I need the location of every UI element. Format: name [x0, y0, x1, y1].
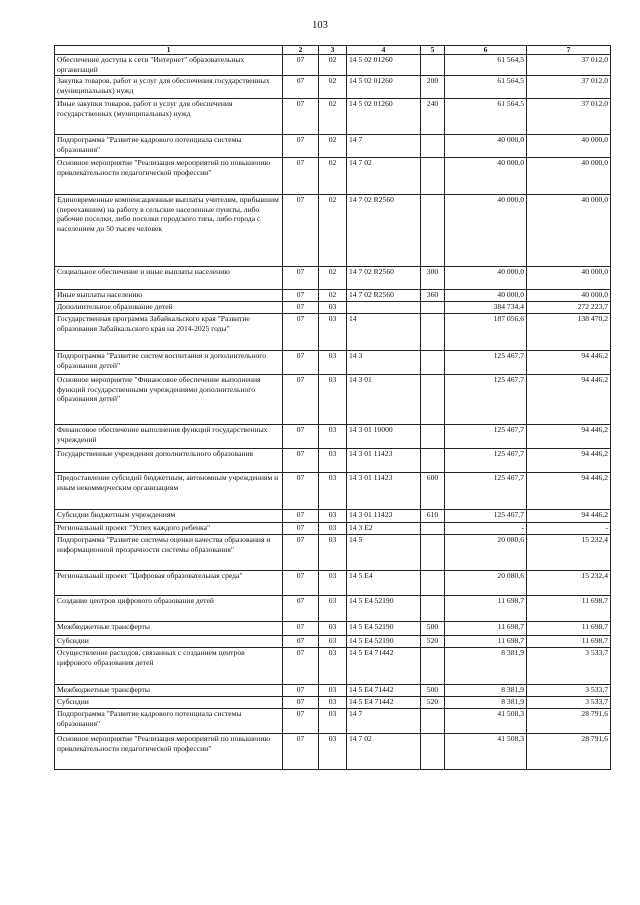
amount-year-1: 61 564,5	[445, 55, 527, 76]
subsection-code: 03	[319, 523, 347, 535]
row-name: Создание центров цифрового образования детей	[55, 596, 283, 622]
amount-year-1: 40 000,0	[445, 290, 527, 302]
amount-year-1: 125 467,7	[445, 425, 527, 449]
row-name: Единовременные компенсационные выплаты учителям, прибывшим (переехавшим) на работу в сельские населенные пункты, либо рабочие поселки, либо поселки городского типа, либо города с населением до 50 тысяч человек	[55, 195, 283, 267]
table-row	[55, 709, 611, 734]
table-header-row	[55, 46, 611, 55]
amount-year-1: 20 080,6	[445, 571, 527, 596]
table-row	[55, 571, 611, 596]
subsection-code: 02	[319, 99, 347, 135]
amount-year-2: 37 012,0	[527, 99, 611, 135]
section-code: 07	[283, 523, 319, 535]
amount-year-2: 138 470,2	[527, 314, 611, 351]
table-row	[55, 697, 611, 709]
expense-type-code: 500	[421, 622, 445, 636]
table-row	[55, 135, 611, 158]
expense-type-code	[421, 596, 445, 622]
target-article-code: 14 3 01 11423	[347, 510, 421, 523]
amount-year-2: 40 000,0	[527, 290, 611, 302]
table-row	[55, 267, 611, 290]
row-name: Дополнительное образование детей	[55, 302, 283, 314]
expense-type-code: 610	[421, 510, 445, 523]
expense-type-code	[421, 195, 445, 267]
amount-year-1: 8 381,9	[445, 697, 527, 709]
subsection-code: 03	[319, 425, 347, 449]
target-article-code: 14 5 02 01260	[347, 55, 421, 76]
subsection-code: 02	[319, 158, 347, 195]
row-name: Субсидии	[55, 697, 283, 709]
target-article-code: 14 3 E2	[347, 523, 421, 535]
amount-year-1: 11 698,7	[445, 636, 527, 648]
target-article-code: 14	[347, 314, 421, 351]
table-row	[55, 523, 611, 535]
amount-year-2: 94 446,2	[527, 510, 611, 523]
amount-year-1: 125 467,7	[445, 449, 527, 473]
subsection-code: 03	[319, 375, 347, 425]
amount-year-1: 61 564,5	[445, 76, 527, 99]
expense-type-code	[421, 648, 445, 685]
table-row	[55, 734, 611, 770]
expense-type-code: 200	[421, 76, 445, 99]
subsection-code: 03	[319, 449, 347, 473]
row-name: Подпрограмма "Развитие кадрового потенциала системы образования"	[55, 709, 283, 734]
table-row	[55, 648, 611, 685]
amount-year-1: 8 381,9	[445, 648, 527, 685]
amount-year-2: 272 223,7	[527, 302, 611, 314]
amount-year-2: -	[527, 523, 611, 535]
row-name: Социальное обеспечение и иные выплаты населению	[55, 267, 283, 290]
expense-type-code	[421, 375, 445, 425]
row-name: Субсидии	[55, 636, 283, 648]
row-name: Региональный проект "Успех каждого ребенка"	[55, 523, 283, 535]
subsection-code: 03	[319, 302, 347, 314]
amount-year-2: 28 791,6	[527, 709, 611, 734]
amount-year-1: 125 467,7	[445, 473, 527, 510]
amount-year-1: 40 000,0	[445, 135, 527, 158]
section-code: 07	[283, 195, 319, 267]
row-name: Обеспечение доступа к сети "Интернет" образовательных организаций	[55, 55, 283, 76]
section-code: 07	[283, 535, 319, 571]
expense-type-code	[421, 351, 445, 375]
table-row	[55, 425, 611, 449]
table-row	[55, 158, 611, 195]
target-article-code: 14 7 02 R2560	[347, 195, 421, 267]
subsection-code: 03	[319, 571, 347, 596]
amount-year-2: 40 000,0	[527, 135, 611, 158]
subsection-code: 03	[319, 314, 347, 351]
column-header: 5	[421, 46, 445, 55]
subsection-code: 03	[319, 685, 347, 697]
table-row	[55, 55, 611, 76]
target-article-code: 14 5 E4 71442	[347, 648, 421, 685]
amount-year-1: -	[445, 523, 527, 535]
row-name: Государственные учреждения дополнительного образования	[55, 449, 283, 473]
expense-type-code	[421, 314, 445, 351]
row-name: Региональный проект "Цифровая образовательная среда"	[55, 571, 283, 596]
expense-type-code: 520	[421, 697, 445, 709]
section-code: 07	[283, 267, 319, 290]
expense-type-code	[421, 135, 445, 158]
expense-type-code: 600	[421, 473, 445, 510]
row-name: Предоставление субсидий бюджетным, автономным учреждениям и иным некоммерческим организациям	[55, 473, 283, 510]
section-code: 07	[283, 99, 319, 135]
expense-type-code	[421, 734, 445, 770]
section-code: 07	[283, 648, 319, 685]
amount-year-1: 40 000,0	[445, 158, 527, 195]
expense-type-code	[421, 302, 445, 314]
target-article-code: 14 5	[347, 535, 421, 571]
target-article-code: 14 5 02 01260	[347, 99, 421, 135]
subsection-code: 03	[319, 697, 347, 709]
subsection-code: 02	[319, 135, 347, 158]
expense-type-code	[421, 55, 445, 76]
expense-type-code	[421, 571, 445, 596]
section-code: 07	[283, 314, 319, 351]
column-header: 4	[347, 46, 421, 55]
row-name: Подпрограмма "Развитие системы оценки качества образования и информационной прозрачности системы образования"	[55, 535, 283, 571]
subsection-code: 02	[319, 76, 347, 99]
expense-type-code	[421, 425, 445, 449]
row-name: Иные выплаты населению	[55, 290, 283, 302]
target-article-code: 14 3 01 11423	[347, 473, 421, 510]
target-article-code: 14 5 E4 52190	[347, 622, 421, 636]
amount-year-2: 37 012,0	[527, 55, 611, 76]
table-row	[55, 302, 611, 314]
target-article-code: 14 7 02 R2560	[347, 290, 421, 302]
row-name: Субсидии бюджетным учреждениям	[55, 510, 283, 523]
section-code: 07	[283, 622, 319, 636]
row-name: Основное мероприятие "Реализация мероприятий по повышению привлекательности педагогической профессии"	[55, 158, 283, 195]
amount-year-1: 187 056,6	[445, 314, 527, 351]
expense-type-code	[421, 709, 445, 734]
section-code: 07	[283, 709, 319, 734]
target-article-code: 14 5 E4 52190	[347, 636, 421, 648]
amount-year-1: 125 467,7	[445, 351, 527, 375]
section-code: 07	[283, 76, 319, 99]
section-code: 07	[283, 685, 319, 697]
amount-year-1: 61 564,5	[445, 99, 527, 135]
amount-year-1: 384 734,4	[445, 302, 527, 314]
section-code: 07	[283, 596, 319, 622]
amount-year-2: 15 232,4	[527, 535, 611, 571]
expense-type-code	[421, 535, 445, 571]
subsection-code: 03	[319, 473, 347, 510]
row-name: Основное мероприятие "Реализация мероприятий по повышению привлекательности педагогической профессии"	[55, 734, 283, 770]
target-article-code: 14 7 02	[347, 734, 421, 770]
row-name: Осуществление расходов, связанных с созданием центров цифрового образования детей	[55, 648, 283, 685]
row-name: Финансовое обеспечение выполнения функций государственных учреждений	[55, 425, 283, 449]
subsection-code: 03	[319, 734, 347, 770]
amount-year-2: 28 791,6	[527, 734, 611, 770]
table-row	[55, 449, 611, 473]
section-code: 07	[283, 158, 319, 195]
amount-year-2: 3 533,7	[527, 685, 611, 697]
table-row	[55, 622, 611, 636]
section-code: 07	[283, 290, 319, 302]
target-article-code: 14 5 E4 71442	[347, 685, 421, 697]
table-row	[55, 351, 611, 375]
row-name: Подпрограмма "Развитие кадрового потенциала системы образования"	[55, 135, 283, 158]
subsection-code: 03	[319, 596, 347, 622]
column-header: 1	[55, 46, 283, 55]
section-code: 07	[283, 473, 319, 510]
section-code: 07	[283, 697, 319, 709]
subsection-code: 03	[319, 535, 347, 571]
amount-year-2: 40 000,0	[527, 267, 611, 290]
amount-year-1: 41 508,3	[445, 734, 527, 770]
row-name: Иные закупки товаров, работ и услуг для обеспечения государственных (муниципальных) нужд	[55, 99, 283, 135]
target-article-code: 14 5 E4	[347, 571, 421, 596]
amount-year-2: 11 698,7	[527, 622, 611, 636]
amount-year-2: 11 698,7	[527, 596, 611, 622]
amount-year-1: 125 467,7	[445, 375, 527, 425]
row-name: Межбюджетные трансферты	[55, 622, 283, 636]
table-row	[55, 636, 611, 648]
amount-year-2: 11 698,7	[527, 636, 611, 648]
subsection-code: 03	[319, 622, 347, 636]
table-row	[55, 290, 611, 302]
target-article-code: 14 7	[347, 135, 421, 158]
amount-year-1: 41 508,3	[445, 709, 527, 734]
target-article-code: 14 5 02 01260	[347, 76, 421, 99]
amount-year-1: 40 000,0	[445, 267, 527, 290]
section-code: 07	[283, 449, 319, 473]
row-name: Закупка товаров, работ и услуг для обеспечения государственных (муниципальных) нужд	[55, 76, 283, 99]
amount-year-1: 11 698,7	[445, 622, 527, 636]
amount-year-1: 20 080,6	[445, 535, 527, 571]
expense-type-code	[421, 523, 445, 535]
table-row	[55, 76, 611, 99]
target-article-code	[347, 302, 421, 314]
row-name: Основное мероприятие "Финансовое обеспечение выполнения функций государственными учреждениями дополнительного образования детей"	[55, 375, 283, 425]
column-header: 3	[319, 46, 347, 55]
section-code: 07	[283, 135, 319, 158]
amount-year-2: 94 446,2	[527, 449, 611, 473]
section-code: 07	[283, 425, 319, 449]
amount-year-2: 94 446,2	[527, 473, 611, 510]
subsection-code: 03	[319, 709, 347, 734]
row-name: Межбюджетные трансферты	[55, 685, 283, 697]
amount-year-2: 3 533,7	[527, 697, 611, 709]
section-code: 07	[283, 55, 319, 76]
amount-year-2: 94 446,2	[527, 375, 611, 425]
amount-year-2: 40 000,0	[527, 195, 611, 267]
expense-type-code: 360	[421, 290, 445, 302]
section-code: 07	[283, 510, 319, 523]
target-article-code: 14 7 02	[347, 158, 421, 195]
amount-year-1: 11 698,7	[445, 596, 527, 622]
table-row	[55, 473, 611, 510]
column-header: 6	[445, 46, 527, 55]
subsection-code: 03	[319, 351, 347, 375]
row-name: Подпрограмма "Развитие систем воспитания и дополнительного образования детей"	[55, 351, 283, 375]
section-code: 07	[283, 302, 319, 314]
target-article-code: 14 7 02 R2560	[347, 267, 421, 290]
amount-year-2: 37 012,0	[527, 76, 611, 99]
subsection-code: 02	[319, 290, 347, 302]
table-row	[55, 596, 611, 622]
section-code: 07	[283, 636, 319, 648]
expense-type-code	[421, 158, 445, 195]
amount-year-1: 125 467,7	[445, 510, 527, 523]
table-row	[55, 685, 611, 697]
amount-year-1: 40 000,0	[445, 195, 527, 267]
amount-year-2: 15 232,4	[527, 571, 611, 596]
table-row	[55, 195, 611, 267]
row-name: Государственная программа Забайкальского края "Развитие образования Забайкальского края на 2014-2025 годы"	[55, 314, 283, 351]
expense-type-code: 240	[421, 99, 445, 135]
target-article-code: 14 3 01 10000	[347, 425, 421, 449]
expense-type-code: 500	[421, 685, 445, 697]
column-header: 7	[527, 46, 611, 55]
subsection-code: 02	[319, 55, 347, 76]
amount-year-2: 40 000,0	[527, 158, 611, 195]
column-header: 2	[283, 46, 319, 55]
table-row	[55, 375, 611, 425]
section-code: 07	[283, 375, 319, 425]
target-article-code: 14 7	[347, 709, 421, 734]
table-row	[55, 314, 611, 351]
expense-type-code: 520	[421, 636, 445, 648]
page-number: 103	[312, 20, 328, 31]
amount-year-2: 3 533,7	[527, 648, 611, 685]
subsection-code: 03	[319, 510, 347, 523]
expense-type-code: 300	[421, 267, 445, 290]
section-code: 07	[283, 351, 319, 375]
amount-year-2: 94 446,2	[527, 425, 611, 449]
target-article-code: 14 3	[347, 351, 421, 375]
subsection-code: 02	[319, 267, 347, 290]
target-article-code: 14 3 01	[347, 375, 421, 425]
target-article-code: 14 3 01 11423	[347, 449, 421, 473]
target-article-code: 14 5 E4 52190	[347, 596, 421, 622]
amount-year-2: 94 446,2	[527, 351, 611, 375]
subsection-code: 03	[319, 636, 347, 648]
target-article-code: 14 5 E4 71442	[347, 697, 421, 709]
table-row	[55, 510, 611, 523]
table-row	[55, 535, 611, 571]
table-row	[55, 99, 611, 135]
amount-year-1: 8 381,9	[445, 685, 527, 697]
subsection-code: 02	[319, 195, 347, 267]
expense-type-code	[421, 449, 445, 473]
section-code: 07	[283, 734, 319, 770]
section-code: 07	[283, 571, 319, 596]
subsection-code: 03	[319, 648, 347, 685]
budget-table	[54, 45, 611, 770]
